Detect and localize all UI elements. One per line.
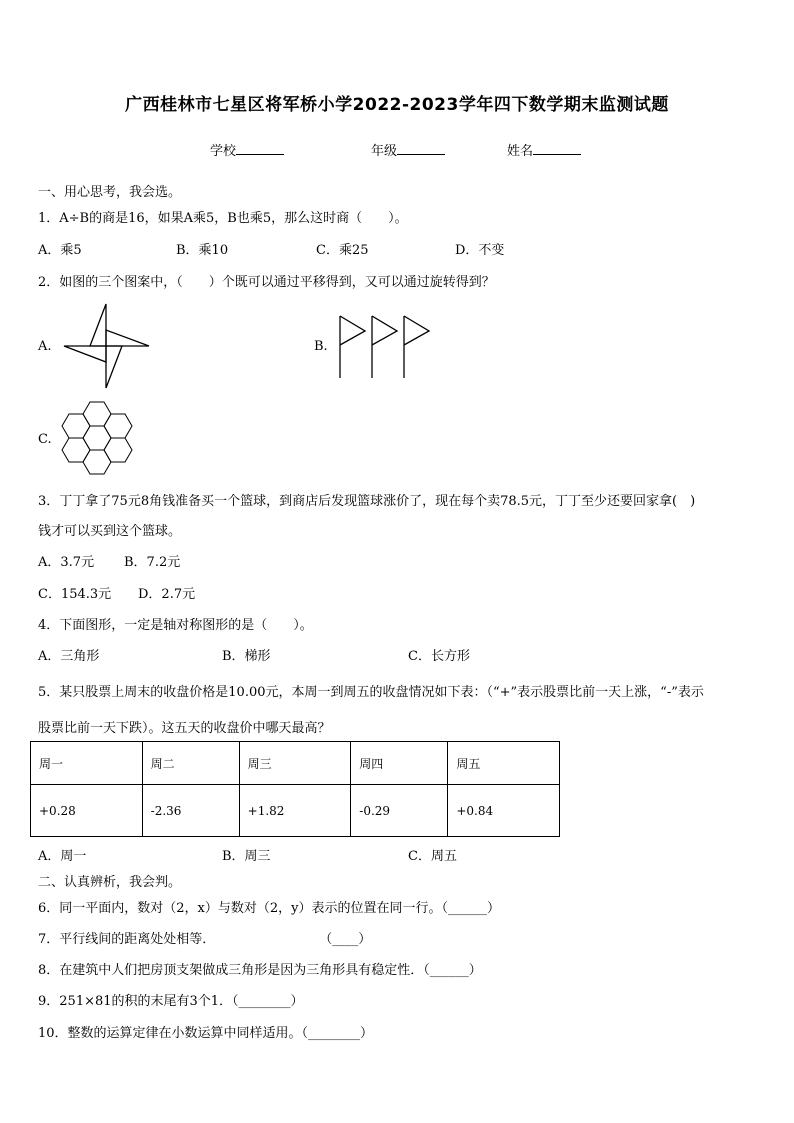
table-row (31, 785, 560, 837)
table-cell: -2.36 (142, 785, 239, 837)
table-cell: +0.28 (31, 785, 143, 837)
school-label: 学校 (210, 144, 237, 159)
q5-option-c[interactable]: C．周五 (408, 849, 457, 864)
q3-option-c[interactable]: C．154.3元 (38, 587, 112, 602)
q3-option-b[interactable]: B．7.2元 (124, 555, 181, 570)
q4-option-a[interactable]: A．三角形 (38, 649, 100, 664)
grade-label: 年级 (371, 144, 398, 159)
judgement-item-9[interactable]: 9．251×81的积的末尾有3个1．（________） (38, 994, 304, 1009)
q2-option-b[interactable]: B. (314, 339, 328, 354)
q4-option-c[interactable]: C．长方形 (408, 649, 470, 664)
judgement-item-10[interactable]: 10．整数的运算定律在小数运算中同样适用。（________） (38, 1026, 374, 1041)
judgement-item-7[interactable]: 7．平行线间的距离处处相等． （____） (38, 932, 372, 947)
table-header-row (31, 742, 560, 785)
stock-table (30, 741, 560, 837)
table-header-cell: 周一 (31, 742, 143, 785)
q2-option-c[interactable]: C. (38, 432, 52, 447)
q3-line2: 钱才可以买到这个篮球。 (38, 524, 182, 539)
q2-option-a[interactable]: A. (38, 339, 52, 354)
judgement-item-6[interactable]: 6．同一平面内，数对（2，x）与数对（2，y）表示的位置在同一行。（______） (38, 901, 500, 916)
q1-option-b[interactable]: B．乘10 (176, 243, 229, 258)
section2-heading: 二、认真辨析，我会判。 (38, 875, 182, 890)
q3-line1: 3．丁丁拿了75元8角钱准备买一个篮球，到商店后发现篮球涨价了，现在每个卖78.5元，丁丁至少还要回家拿( ) (38, 494, 696, 509)
q4-option-b[interactable]: B．梯形 (222, 649, 271, 664)
q5-option-b[interactable]: B．周三 (222, 849, 271, 864)
q1-option-d[interactable]: D．不变 (455, 243, 505, 258)
q5-line2: 股票比前一天下跌）。这五天的收盘价中哪天最高？ (38, 721, 331, 736)
judgement-item-8[interactable]: 8．在建筑中人们把房顶支架做成三角形是因为三角形具有稳定性．（______） (38, 963, 482, 978)
q5-line1: 5．某只股票上周末的收盘价格是10.00元，本周一到周五的收盘情况如下表：（“+”表示股票比前一天上涨，“-”表示 (38, 685, 704, 700)
table-header-cell: 周四 (351, 742, 448, 785)
section1-heading: 一、用心思考，我会选。 (38, 185, 182, 200)
q3-option-d[interactable]: D．2.7元 (138, 587, 196, 602)
table-cell: +0.84 (448, 785, 560, 837)
name-label: 姓名 (507, 144, 534, 159)
q2-text: 2．如图的三个图案中，（ ）个既可以通过平移得到，又可以通过旋转得到？ (38, 275, 495, 290)
page-title: 广西桂林市七星区将军桥小学2022-2023学年四下数学期末监测试题 (125, 95, 669, 115)
table-cell: +1.82 (239, 785, 351, 837)
q4-text: 4．下面图形，一定是轴对称图形的是（ ）。 (38, 618, 313, 633)
q1-option-c[interactable]: C．乘25 (316, 243, 369, 258)
q3-option-a[interactable]: A．3.7元 (38, 555, 95, 570)
q5-option-a[interactable]: A．周一 (38, 849, 87, 864)
table-header-cell: 周三 (239, 742, 351, 785)
table-header-cell: 周五 (448, 742, 560, 785)
table-header-cell: 周二 (142, 742, 239, 785)
table-cell: -0.29 (351, 785, 448, 837)
q1-text: 1．A÷B的商是16，如果A乘5，B也乘5，那么这时商（ ）。 (38, 211, 408, 226)
q1-option-a[interactable]: A．乘5 (38, 243, 82, 258)
